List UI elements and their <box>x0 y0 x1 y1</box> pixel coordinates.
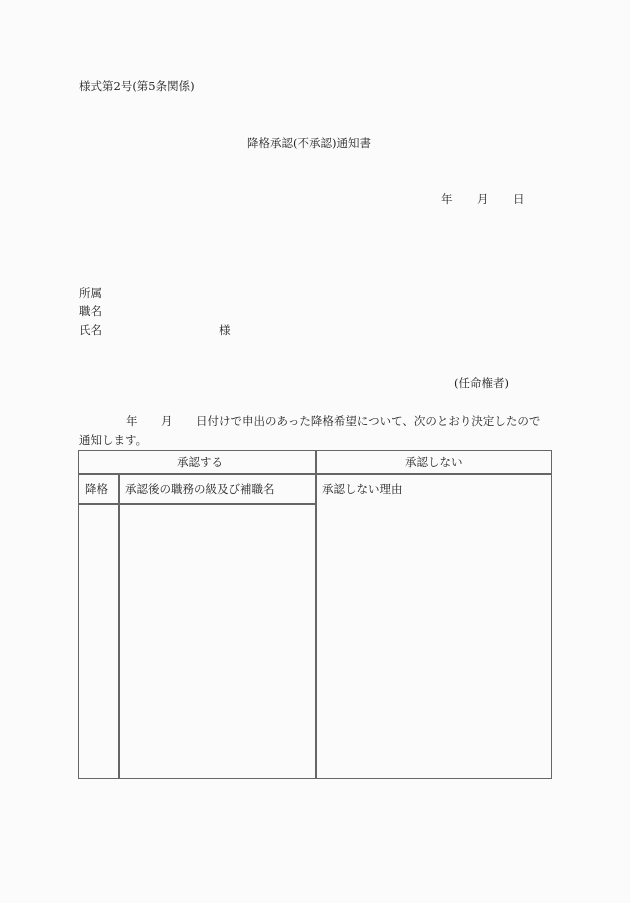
issuer-label: (任命権者) <box>454 376 509 390</box>
header-reject: 承認しない <box>405 455 463 469</box>
recipient-name-label: 氏名 <box>79 323 102 337</box>
header-divider <box>79 473 551 475</box>
date-year-label: 年 <box>441 192 453 206</box>
post-after-field[interactable] <box>120 505 314 777</box>
recipient-affiliation-label: 所属 <box>79 286 102 300</box>
demotion-field[interactable] <box>80 505 117 777</box>
document-title: 降格承認(不承認)通知書 <box>247 136 371 150</box>
date-day-label: 日 <box>513 192 525 206</box>
body-month-label: 月 <box>161 414 173 428</box>
header-approve: 承認する <box>177 455 223 469</box>
body-line-2: 通知します。 <box>79 433 148 447</box>
recipient-honorific: 様 <box>219 323 231 337</box>
recipient-position-label: 職名 <box>79 304 102 318</box>
body-text: 日付けで申出のあった降格希望について、次のとおり決定したので <box>196 414 541 428</box>
form-number: 様式第2号(第5条関係) <box>79 79 195 93</box>
col-reason-label: 承認しない理由 <box>322 482 403 496</box>
reason-field[interactable] <box>317 501 549 777</box>
decision-table <box>78 450 552 779</box>
col-post-after-label: 承認後の職務の級及び補職名 <box>125 482 275 496</box>
body-year-label: 年 <box>126 414 138 428</box>
date-month-label: 月 <box>477 192 489 206</box>
col-demotion-label: 降格 <box>85 482 108 496</box>
